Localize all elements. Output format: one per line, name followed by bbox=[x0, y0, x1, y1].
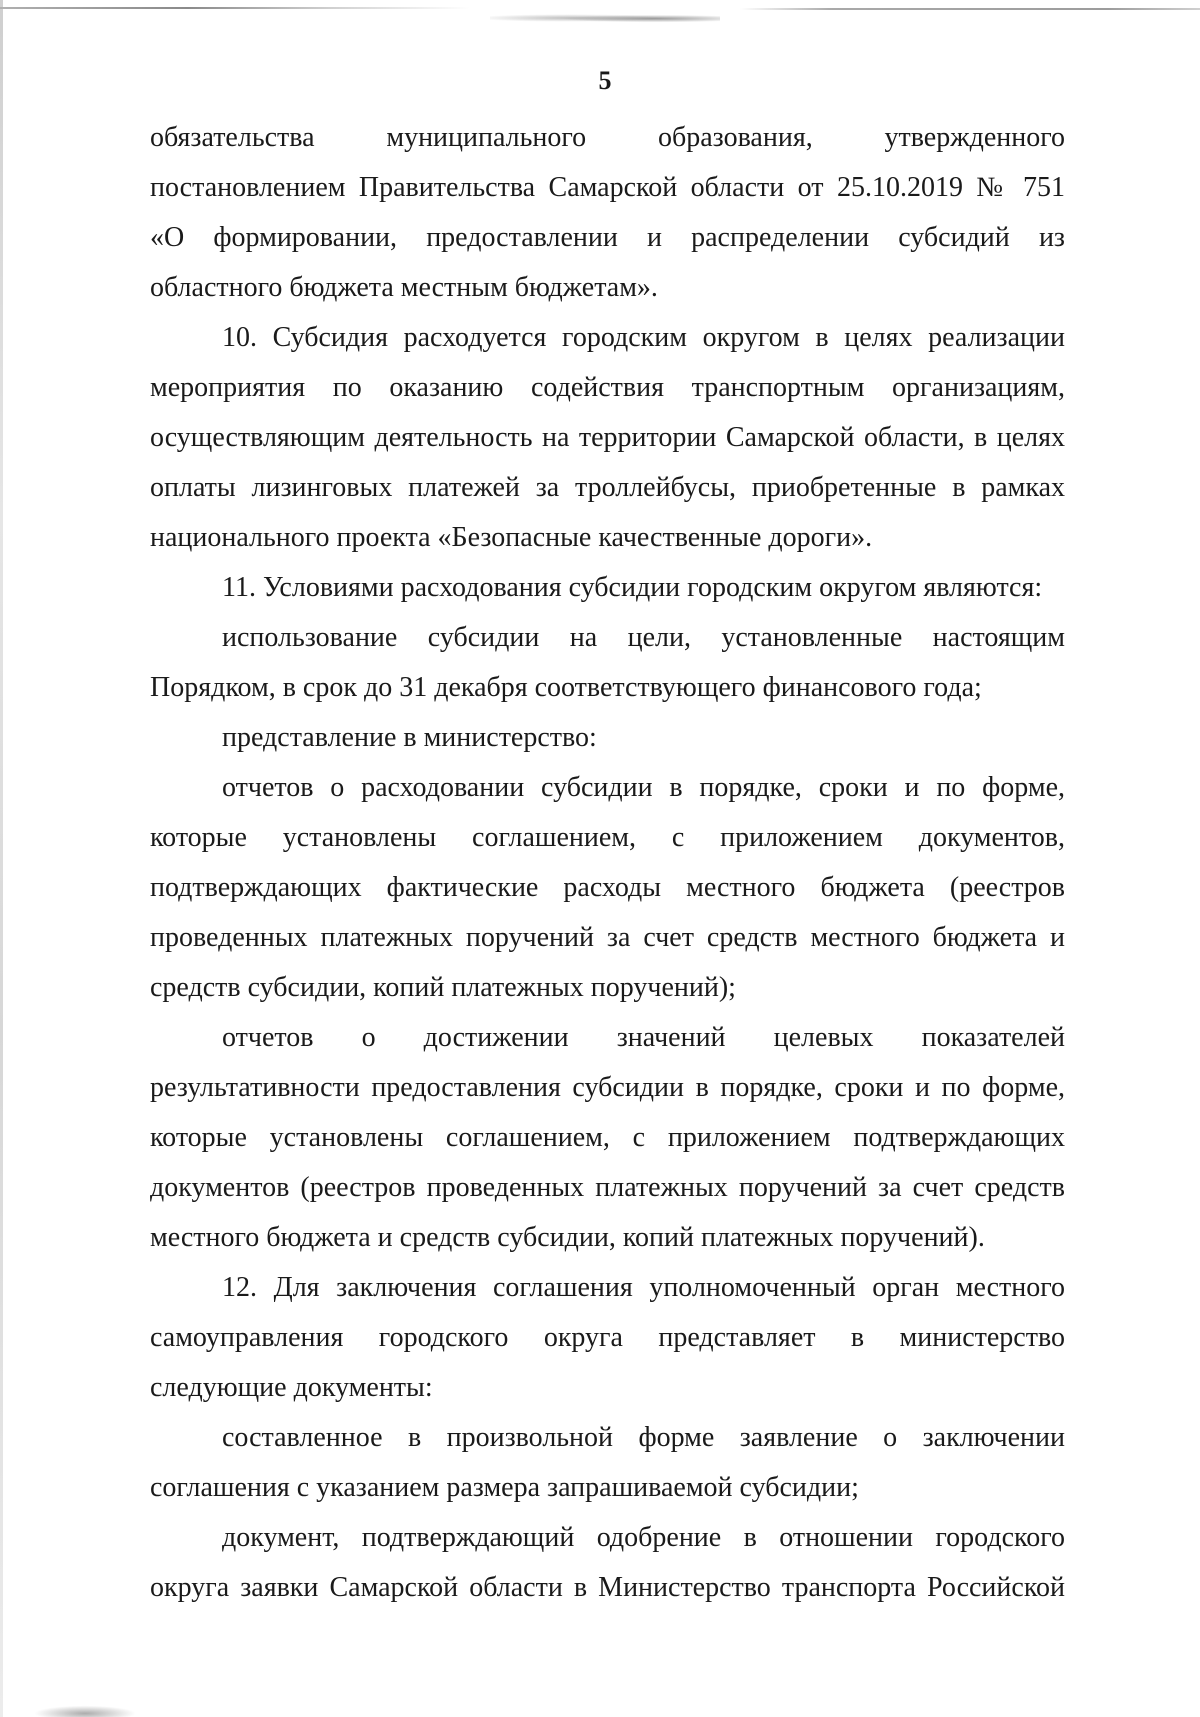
paragraph-line: использование субсидии на цели, установленные настоящим bbox=[222, 622, 1065, 653]
paragraph-line: самоуправления городского округа представляет в министерство bbox=[150, 1322, 1065, 1353]
paragraph-line: соглашения с указанием размера запрашиваемой субсидии; bbox=[150, 1472, 859, 1503]
paragraph-line: мероприятия по оказанию содействия транспортным организациям, bbox=[150, 372, 1065, 403]
paragraph-line: которые установлены соглашением, с приложением подтверждающих bbox=[150, 1122, 1065, 1153]
paragraph-line: отчетов о расходовании субсидии в порядке, сроки и по форме, bbox=[222, 772, 1065, 803]
paragraph-line: отчетов о достижении значений целевых показателей bbox=[222, 1022, 1065, 1053]
scan-artifact-top-left bbox=[0, 7, 470, 9]
paragraph-line: которые установлены соглашением, с приложением документов, bbox=[150, 822, 1065, 853]
paragraph-line: подтверждающих фактические расходы местного бюджета (реестров bbox=[150, 872, 1065, 903]
paragraph-line: составленное в произвольной форме заявление о заключении bbox=[222, 1422, 1065, 1453]
paragraph-line: следующие документы: bbox=[150, 1372, 433, 1403]
paragraph-line: национального проекта «Безопасные качественные дороги». bbox=[150, 522, 873, 553]
paragraph-line: средств субсидии, копий платежных поручений); bbox=[150, 972, 736, 1003]
paragraph-line: обязательства муниципального образования, утвержденного bbox=[150, 122, 1065, 153]
scan-artifact-top-right bbox=[740, 8, 1200, 10]
paragraph-line: Порядком, в срок до 31 декабря соответствующего финансового года; bbox=[150, 672, 982, 703]
scan-artifact-bottom-left bbox=[30, 1705, 140, 1717]
paragraph-line: документ, подтверждающий одобрение в отношении городского bbox=[222, 1522, 1065, 1553]
paragraph-line: 11. Условиями расходования субсидии городским округом являются: bbox=[222, 572, 1043, 603]
paragraph-line: 10. Субсидия расходуется городским округом в целях реализации bbox=[222, 322, 1065, 353]
paragraph-line: осуществляющим деятельность на территории Самарской области, в целях bbox=[150, 422, 1065, 453]
scan-artifact-top-speck bbox=[490, 12, 720, 24]
paragraph-line: «О формировании, предоставлении и распределении субсидий из bbox=[150, 222, 1065, 253]
paragraph-line: проведенных платежных поручений за счет средств местного бюджета и bbox=[150, 922, 1065, 953]
paragraph-line: местного бюджета и средств субсидии, копий платежных поручений). bbox=[150, 1222, 985, 1253]
paragraph-line: результативности предоставления субсидии в порядке, сроки и по форме, bbox=[150, 1072, 1065, 1103]
page-number: 5 bbox=[598, 66, 612, 95]
paragraph-line: постановлением Правительства Самарской области от 25.10.2019 № 751 bbox=[150, 172, 1065, 203]
paragraph-line: областного бюджета местным бюджетам». bbox=[150, 272, 658, 303]
paragraph-line: оплаты лизинговых платежей за троллейбусы, приобретенные в рамках bbox=[150, 472, 1065, 503]
paragraph-line: округа заявки Самарской области в Министерство транспорта Российской bbox=[150, 1572, 1065, 1603]
scan-edge-shadow bbox=[0, 0, 3, 1717]
document-body bbox=[150, 113, 1065, 1613]
paragraph-line: документов (реестров проведенных платежных поручений за счет средств bbox=[150, 1172, 1065, 1203]
paragraph-line: 12. Для заключения соглашения уполномоченный орган местного bbox=[222, 1272, 1065, 1303]
paragraph-line: представление в министерство: bbox=[222, 722, 597, 753]
